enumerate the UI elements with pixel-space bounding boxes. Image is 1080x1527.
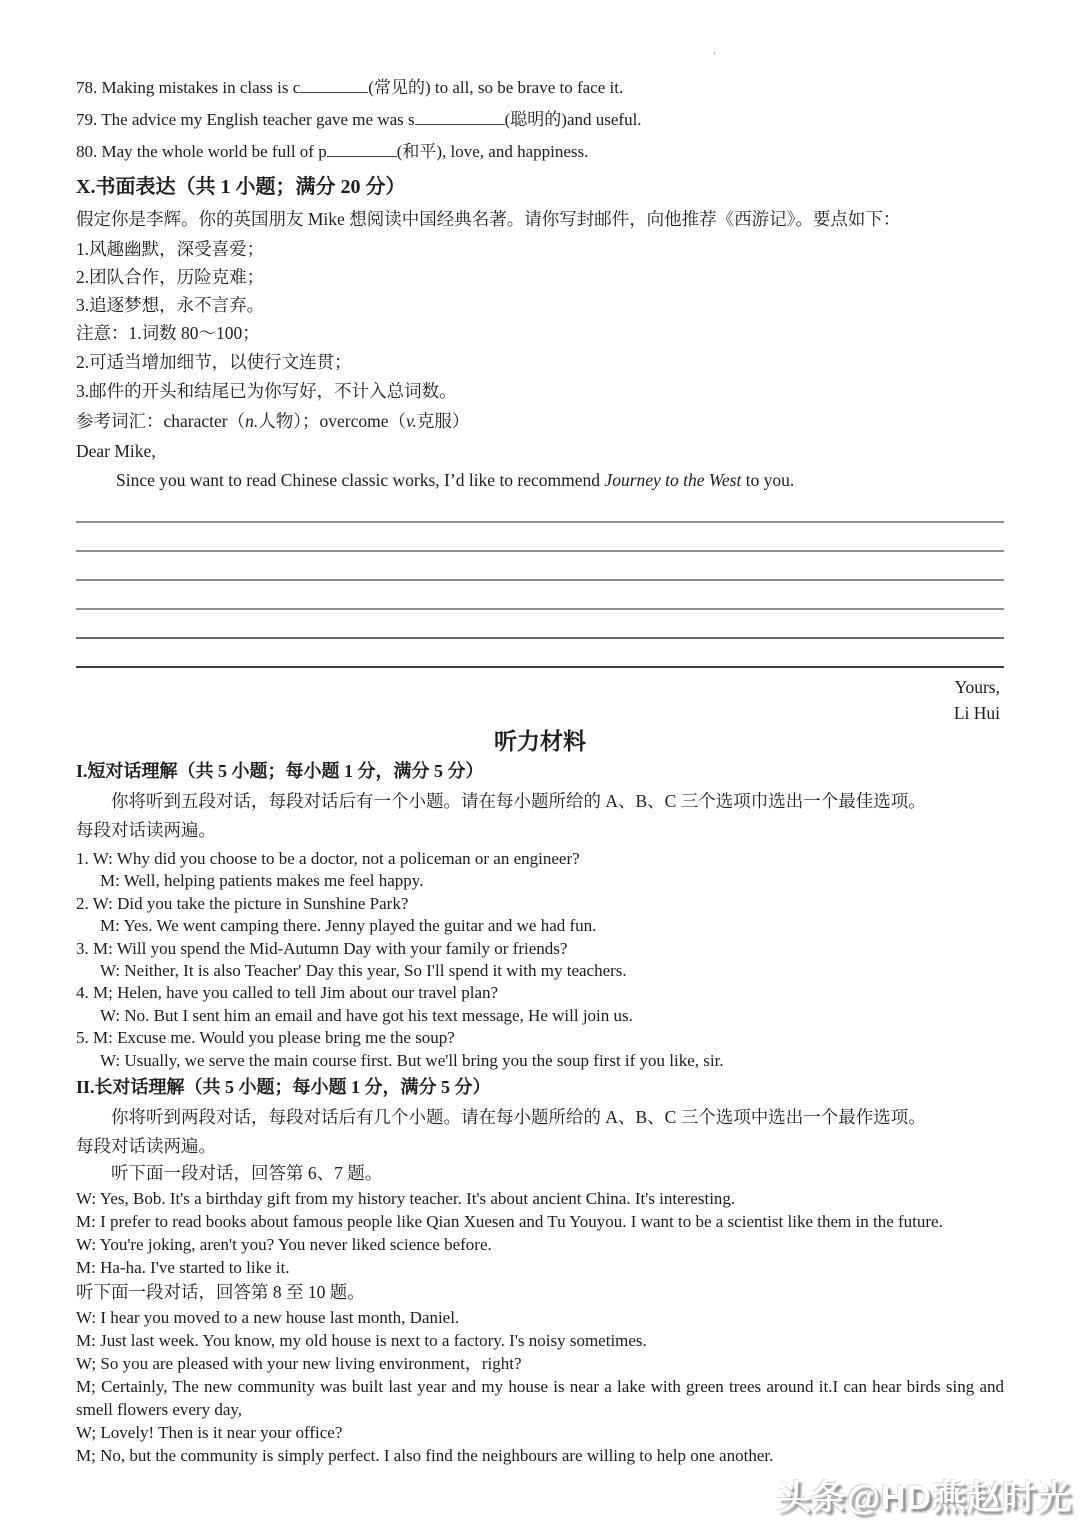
writing-rule-line: [76, 523, 1004, 552]
fill-blank-78-before: 78. Making mistakes in class is c: [76, 78, 301, 97]
part1-heading: I.短对话理解（共 5 小题；每小题 1 分，满分 5 分）: [76, 761, 484, 781]
part2-sub2-header: 听下面一段对话，回答第 8 至 10 题。: [76, 1282, 365, 1303]
writing-point-3: 3.追逐梦想，永不言弃。: [76, 295, 265, 315]
fill-blank-79-hint: (聪明的): [504, 110, 567, 129]
dialog-line: M: Just last week. You know, my old house is next to a factory. I's noisy sometimes.: [76, 1331, 647, 1351]
letter-salutation: Dear Mike,: [76, 441, 156, 461]
writing-rule-line: [76, 507, 1004, 523]
fill-blank-80-after: , love, and happiness.: [442, 142, 589, 161]
dialog-line: W: Neither, It is also Teacher' Day this year, So I'll spend it with my teachers.: [100, 961, 627, 981]
dialog-line: M: Ha-ha. I've started to like it.: [76, 1258, 290, 1278]
fill-blank-item-80: [76, 136, 1004, 168]
writing-point-2: 2.团队合作，历险克难；: [76, 267, 265, 287]
dialog-line: 5. M: Excuse me. Would you please bring me the soup?: [76, 1028, 455, 1048]
reference-after: 克服）: [416, 411, 470, 431]
part2-instruction-2: 每段对话读两遍。: [76, 1136, 216, 1157]
writing-rule-line: [76, 581, 1004, 610]
dialog-line: W: Yes, Bob. It's a birthday gift from my history teacher. It's about ancient China. It's interesting.: [76, 1189, 736, 1209]
listening-material-title: 听力材料: [494, 728, 586, 754]
letter-opening-after: to you.: [741, 470, 795, 490]
dialog-line: M; No, but the community is simply perfect. I also find the neighbours are willing to help one another.: [76, 1446, 774, 1466]
dialog-line: 3. M: Will you spend the Mid-Autumn Day with your family or friends?: [76, 938, 568, 958]
dialog-line: W: No. But I sent him an email and have got his text message, He will join us.: [100, 1005, 633, 1025]
writing-point-1: 1.风趣幽默，深受喜爱；: [76, 239, 265, 259]
reference-mid: 人物）；overcome（: [258, 411, 406, 431]
part2-heading: II.长对话理解（共 5 小题；每小题 1 分，满分 5 分）: [76, 1077, 491, 1098]
letter-opening-book-title: Journey to the West: [604, 470, 742, 490]
writing-note-3: 3.邮件的开头和结尾已为你写好，不计入总词数。: [76, 381, 457, 401]
watermark: 头条@HD燕赵时光: [776, 1479, 1072, 1517]
dialog-line: M: Yes. We went camping there. Jenny played the guitar and we had fun.: [100, 916, 597, 936]
letter-closing-name: Li Hui: [953, 703, 1000, 723]
answer-blank-79: [415, 110, 505, 125]
dialog-line: M: Well, helping patients makes me feel happy.: [100, 871, 424, 891]
dialog-line: M; Certainly, The new community was built last year and my house is near a lake with green trees around it.I can hear birds sing and smell flowers every day,: [76, 1377, 1004, 1420]
stray-mark: ’: [712, 50, 717, 65]
answer-blank-80: [327, 142, 397, 157]
dialog-line: W: Usually, we serve the main course first. But we'll bring you the soup first if you like, sir.: [100, 1050, 724, 1070]
fill-blank-80-hint: (和平): [396, 142, 443, 161]
fill-blank-78-hint: (常见的): [368, 78, 431, 97]
answer-writing-area: [76, 507, 1004, 668]
letter-closing: [76, 674, 1004, 726]
answer-blank-78: [300, 78, 368, 93]
writing-rule-line: [76, 610, 1004, 639]
part1-instruction-2: 每段对话读两遍。: [76, 820, 216, 840]
writing-prompt: 假定你是李辉。你的英国朋友 Mike 想阅读中国经典名著。请你写封邮件，向他推荐《西游记》。要点如下：: [76, 209, 901, 229]
writing-note-1: 注意：1.词数 80～100；: [76, 323, 260, 343]
dialog-line: W: I hear you moved to a new house last month, Daniel.: [76, 1308, 460, 1328]
letter-opening: [76, 466, 1004, 495]
part1-dialogs: [76, 848, 1004, 1072]
reference-noun-abbr: n.: [245, 411, 259, 431]
letter-closing-yours: Yours,: [954, 677, 1000, 697]
dialog-line: M: I prefer to read books about famous people like Qian Xuesen and Tu Youyou. I want to be a scientist like them in the future.: [76, 1212, 943, 1232]
part2-dialog-1: [76, 1187, 1004, 1279]
fill-blank-78-after: to all, so be brave to face it.: [430, 78, 624, 97]
fill-blank-item-79: [76, 104, 1004, 136]
fill-blank-item-78: [76, 72, 1004, 104]
reference-words: [76, 406, 1004, 436]
letter-opening-before: Since you want to read Chinese classic works, I’d like to recommend: [116, 470, 605, 490]
dialog-line: W; Lovely! Then is it near your office?: [76, 1423, 343, 1443]
dialog-line: W; So you are pleased with your new living environment，right?: [76, 1354, 522, 1374]
writing-section-heading: X.书面表达（共 1 小题；满分 20 分）: [76, 176, 406, 198]
reference-verb-abbr: v.: [405, 411, 417, 431]
dialog-line: 2. W: Did you take the picture in Sunshine Park?: [76, 893, 409, 913]
part2-instruction-1: 你将听到两段对话，每段对话后有几个小题。请在每小题所给的 A、B、C 三个选项中选出一个最作选项。: [111, 1107, 926, 1128]
writing-note-2: 2.可适当增加细节，以使行文连贯；: [76, 352, 352, 372]
writing-rule-line: [76, 552, 1004, 581]
fill-blank-80-before: 80. May the whole world be full of p: [76, 142, 327, 161]
dialog-line: W: You're joking, aren't you? You never liked science before.: [76, 1235, 492, 1255]
fill-blank-79-after: and useful.: [566, 110, 642, 129]
part1-instruction-1: 你将听到五段对话，每段对话后有一个小题。请在每小题所给的 A、B、C 三个选项巾选出一个最佳选项。: [111, 791, 926, 811]
dialog-line: 4. M; Helen, have you called to tell Jim about our travel plan?: [76, 983, 499, 1003]
fill-blank-79-before: 79. The advice my English teacher gave me was s: [76, 110, 415, 129]
dialog-line: 1. W: Why did you choose to be a doctor, not a policeman or an engineer?: [76, 849, 580, 868]
writing-rule-line: [76, 639, 1004, 668]
reference-before: 参考词汇：character（: [76, 411, 246, 431]
part2-dialog-2: [76, 1306, 1004, 1467]
part2-sub1-header: 听下面一段对话，回答第 6、7 题。: [111, 1163, 383, 1184]
